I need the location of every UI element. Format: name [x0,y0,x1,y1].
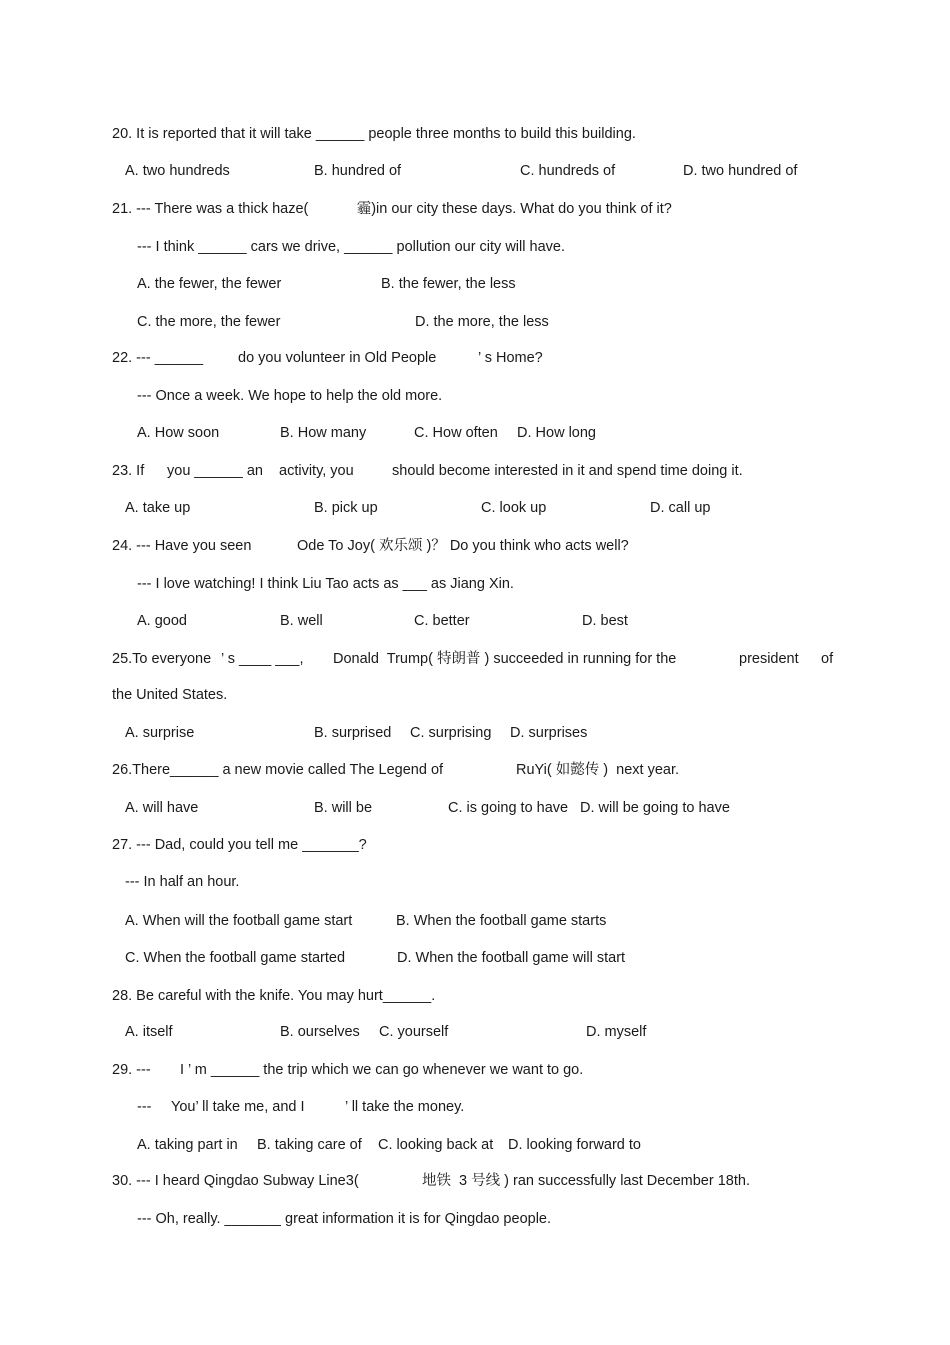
question-29-option-b: B. taking care of [257,1137,362,1153]
question-23-stem-part-b: you ______ an [167,463,263,479]
question-28-stem: 28. Be careful with the knife. You may hurt______. [112,988,436,1004]
question-24-reply: --- I love watching! I think Liu Tao acts as ___ as Jiang Xin. [137,576,514,592]
question-27-option-b: B. When the football game starts [396,913,607,929]
question-21-option-d: D. the more, the less [415,314,549,330]
question-24-stem: 24. --- Have you seen [112,538,252,554]
question-20-option-b: B. hundred of [314,163,402,179]
question-21-option-a: A. the fewer, the fewer [137,276,282,292]
question-30-stem: 30. --- I heard Qingdao Subway Line3( [112,1173,359,1189]
question-28-option-d: D. myself [586,1024,647,1040]
question-28-option-a: A. itself [125,1024,173,1040]
question-22-reply: --- Once a week. We hope to help the old more. [137,388,443,404]
question-22-stem-part-c: ’ s Home? [478,350,543,366]
question-22-stem: 22. --- ______ [112,350,204,366]
question-28-option-c: C. yourself [379,1024,449,1040]
question-26-stem: 26.There______ a new movie called The Legend of [112,762,444,778]
question-21-stem: 21. --- There was a thick haze( 霾)in our city these days. What do you think of it? [112,201,672,217]
question-29-option-a: A. taking part in [137,1137,238,1153]
question-24-option-d: D. best [582,613,628,629]
question-29-option-d: D. looking forward to [508,1137,641,1153]
question-25-stem-part-d: president [739,651,799,667]
question-26-option-b: B. will be [314,800,373,816]
question-25-option-a: A. surprise [125,725,195,741]
question-25-stem-part-b: ’ s ____ ___, [221,651,304,667]
question-23-stem: 23. If [112,463,145,479]
question-21-option-c: C. the more, the fewer [137,314,281,330]
question-23-stem-part-c: activity, you [279,463,354,479]
question-25-stem-part-c: Donald Trump( 特朗普 ) succeeded in running for the [333,651,677,667]
question-29-reply: --- [137,1099,152,1115]
question-26-option-a: A. will have [125,800,199,816]
question-25-stem-continued: the United States. [112,687,228,703]
question-22-option-d: D. How long [517,425,596,441]
question-27-option-d: D. When the football game will start [397,950,626,966]
question-23-option-d: D. call up [650,500,711,516]
question-20-stem: 20. It is reported that it will take ______ people three months to build this building. [112,126,636,142]
question-22-stem-part-b: do you volunteer in Old People [238,350,437,366]
question-25-option-c: C. surprising [410,725,492,741]
question-25-option-b: B. surprised [314,725,392,741]
question-23-option-a: A. take up [125,500,191,516]
question-27-option-a: A. When will the football game start [125,913,353,929]
question-29-reply-part-b: You’ ll take me, and I [171,1099,305,1115]
question-24-option-b: B. well [280,613,323,629]
question-22-option-c: C. How often [414,425,498,441]
question-20-option-c: C. hundreds of [520,163,616,179]
question-30-reply: --- Oh, really. _______ great information it is for Qingdao people. [137,1211,552,1227]
question-28-option-b: B. ourselves [280,1024,360,1040]
question-26-option-d: D. will be going to have [580,800,730,816]
question-25-stem: 25.To everyone [112,651,212,667]
question-29-stem: 29. --- [112,1062,151,1078]
question-24-option-a: A. good [137,613,187,629]
question-23-option-c: C. look up [481,500,547,516]
question-29-reply-part-c: ’ ll take the money. [345,1099,465,1115]
question-25-option-d: D. surprises [510,725,588,741]
question-29-stem-part-b: I ’ m ______ the trip which we can go whenever we want to go. [180,1062,584,1078]
question-27-stem: 27. --- Dad, could you tell me _______? [112,837,367,853]
question-20-option-a: A. two hundreds [125,163,230,179]
question-23-option-b: B. pick up [314,500,378,516]
question-22-option-a: A. How soon [137,425,220,441]
question-22-option-b: B. How many [280,425,367,441]
question-26-stem-part-b: RuYi( 如懿传 ) next year. [516,762,680,778]
question-26-option-c: C. is going to have [448,800,569,816]
question-29-option-c: C. looking back at [378,1137,494,1153]
question-27-reply: --- In half an hour. [125,874,240,890]
question-23-stem-part-d: should become interested in it and spend time doing it. [392,463,743,479]
question-30-stem-part-b: 地铁 3 号线 ) ran successfully last December 18th. [422,1173,750,1189]
question-24-option-c: C. better [414,613,470,629]
question-20-option-d: D. two hundred of [683,163,798,179]
question-25-stem-part-e: of [821,651,834,667]
question-21-reply: --- I think ______ cars we drive, ______ pollution our city will have. [137,239,565,255]
question-27-option-c: C. When the football game started [125,950,346,966]
question-21-option-b: B. the fewer, the less [381,276,516,292]
question-24-stem-part-b: Ode To Joy( 欢乐颂 )？ Do you think who acts well? [297,538,629,554]
